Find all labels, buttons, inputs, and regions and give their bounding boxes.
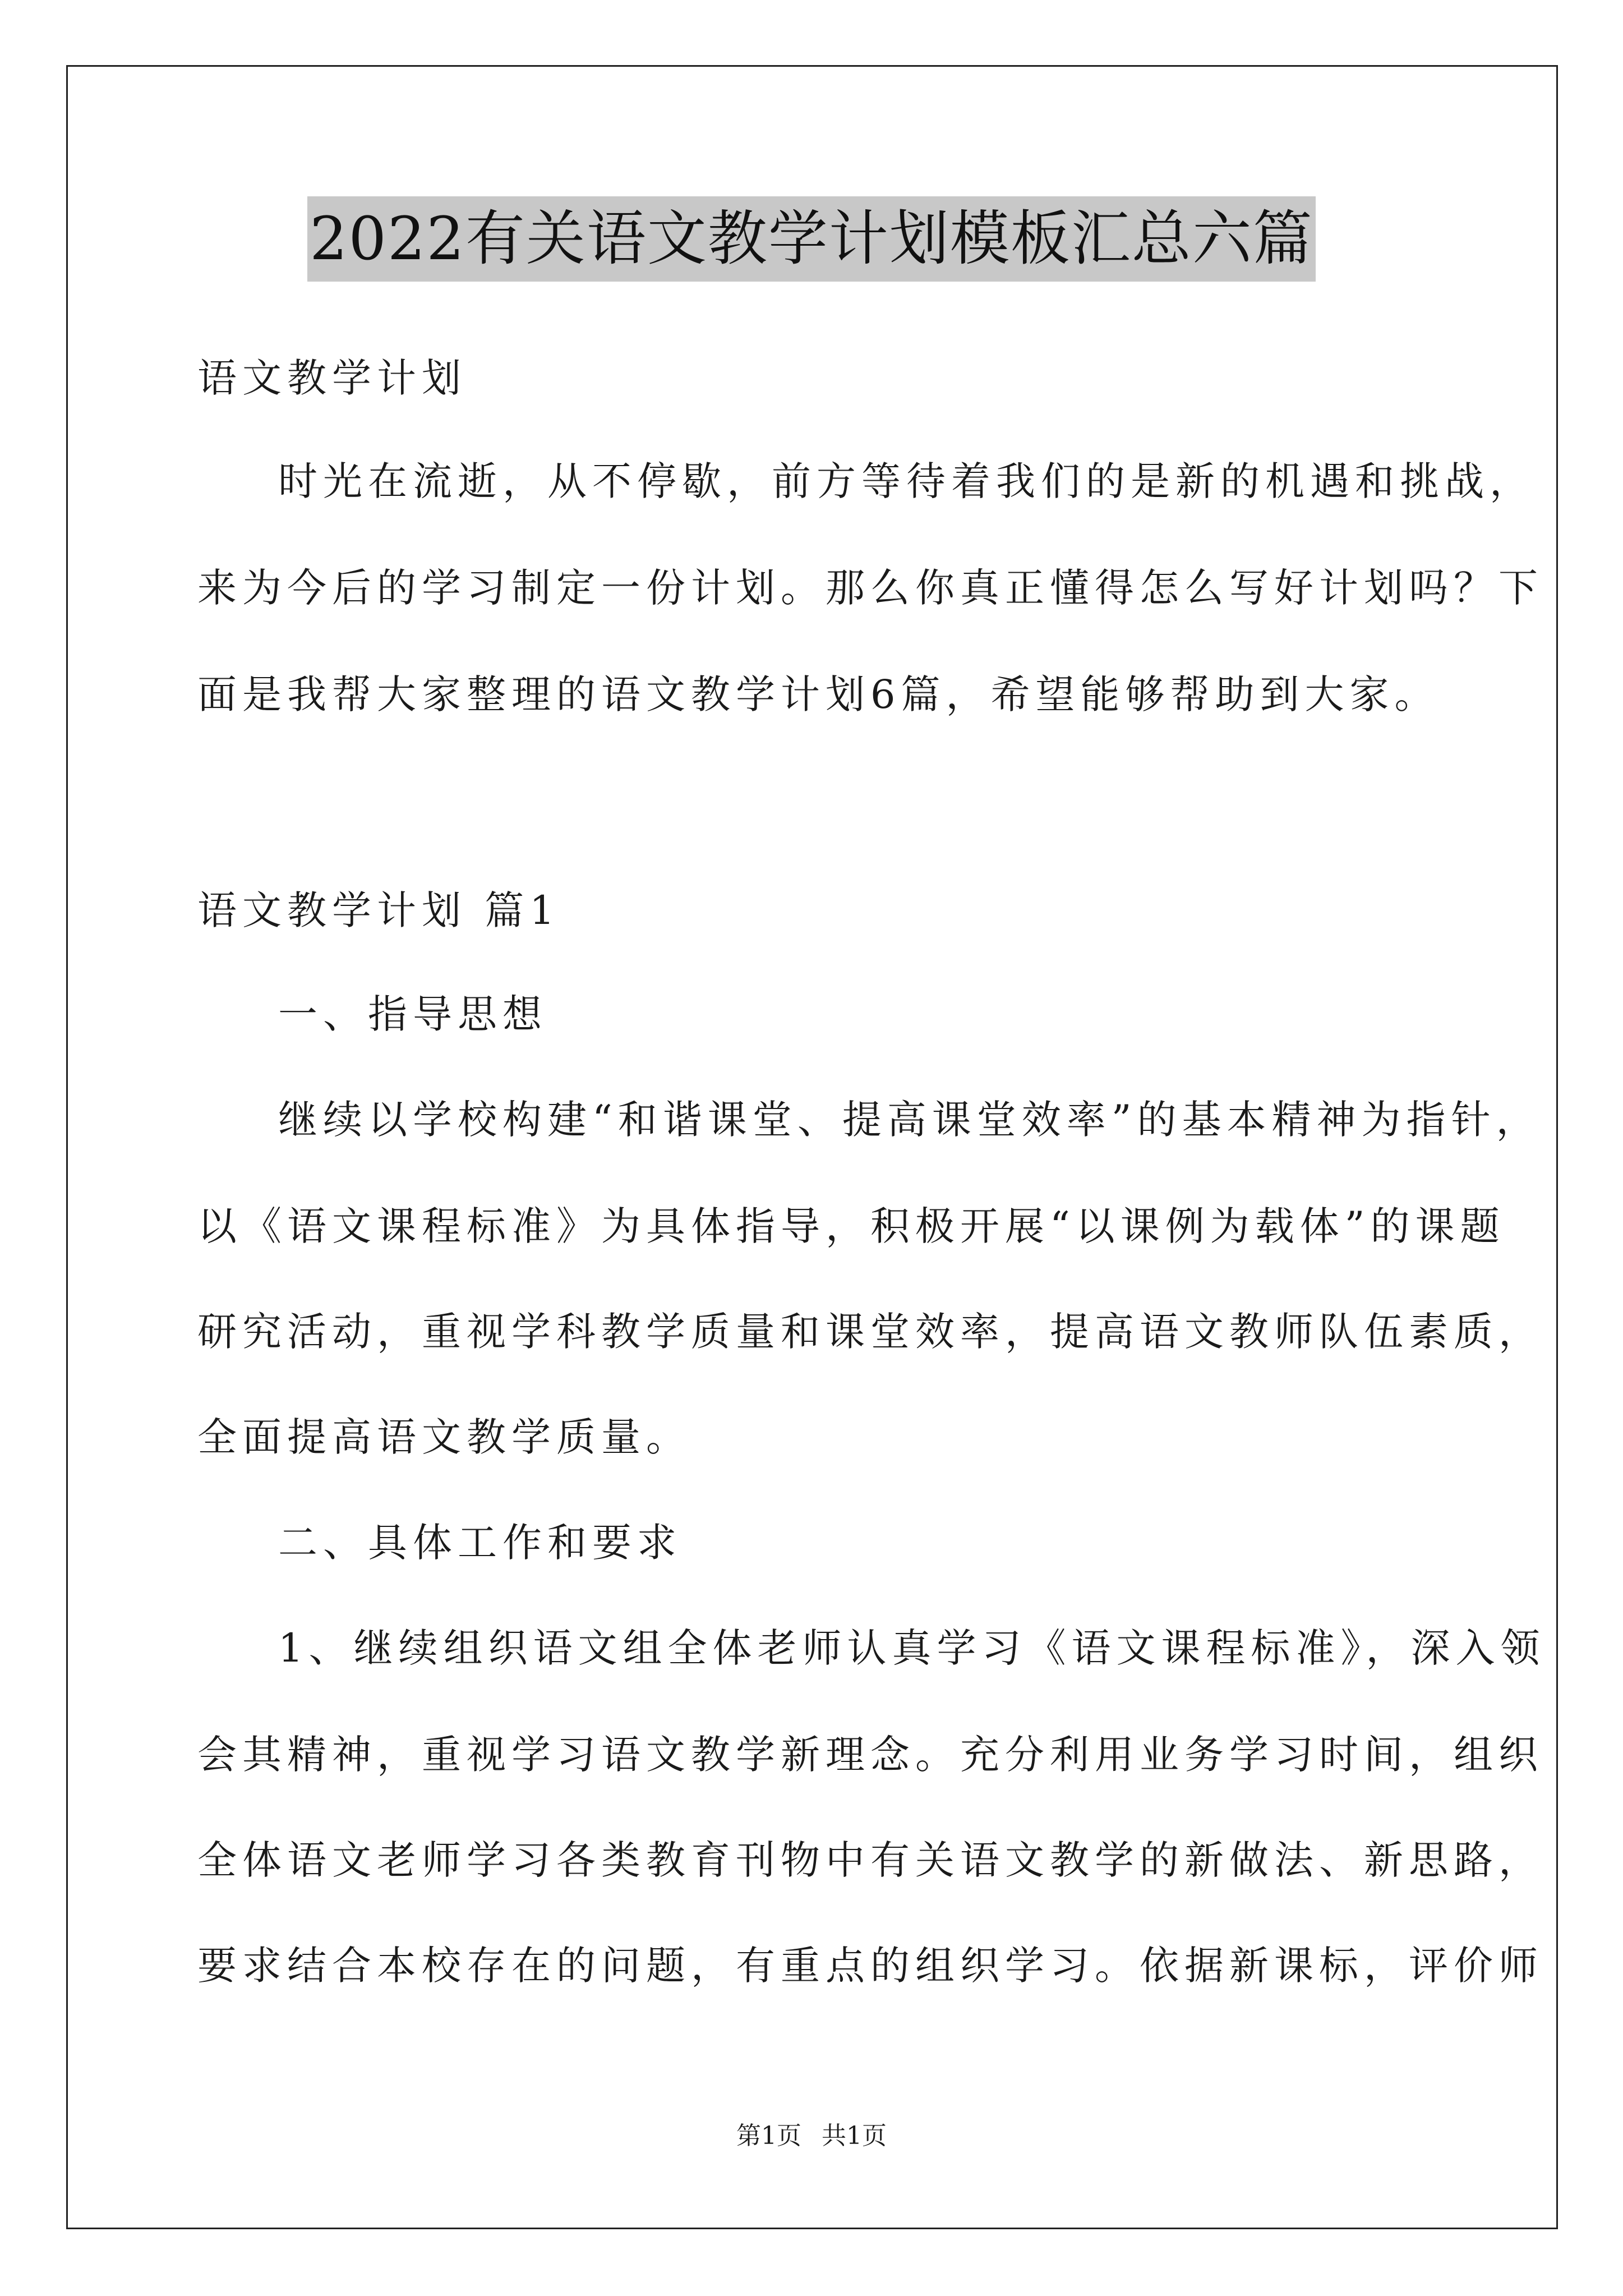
paragraph-line: 全体语文老师学习各类教育刊物中有关语文教学的新做法、新思路， [197, 1837, 1543, 1883]
title-container [0, 196, 1623, 282]
paragraph-line: 研究活动，重视学科教学质量和课堂效率，提高语文教师队伍素质， [197, 1309, 1543, 1355]
paragraph-line: 面是我帮大家整理的语文教学计划6篇，希望能够帮助到大家。 [197, 671, 1440, 717]
page-total: 共1页 [822, 2122, 887, 2150]
paragraph-line: 以《语文课程标准》为具体指导，积极开展“以课例为载体”的课题 [197, 1203, 1505, 1249]
paragraph-line: 全面提高语文教学质量。 [197, 1414, 691, 1460]
paragraph-line: 时光在流逝，从不停歇，前方等待着我们的是新的机遇和挑战， [278, 458, 1534, 504]
paragraph-line: 会其精神，重视学习语文教学新理念。充分利用业务学习时间，组织 [197, 1732, 1543, 1778]
section-heading: 语文教学计划 篇1 [197, 887, 560, 933]
document-title: 2022有关语文教学计划模板汇总六篇 [307, 196, 1316, 282]
section-heading: 语文教学计划 [197, 355, 467, 401]
page-footer [0, 2119, 1623, 2153]
subheading: 二、具体工作和要求 [278, 1520, 682, 1566]
paragraph-line: 1、继续组织语文组全体老师认真学习《语文课程标准》，深入领 [278, 1625, 1546, 1671]
paragraph-line: 要求结合本校存在的问题，有重点的组织学习。依据新课标，评价师 [197, 1943, 1543, 1989]
paragraph-line: 继续以学校构建“和谐课堂、提高课堂效率”的基本精神为指针， [278, 1097, 1541, 1143]
page-number: 第1页 [736, 2122, 801, 2150]
paragraph-line: 来为今后的学习制定一份计划。那么你真正懂得怎么写好计划吗？下 [197, 565, 1543, 611]
subheading: 一、指导思想 [278, 991, 547, 1037]
